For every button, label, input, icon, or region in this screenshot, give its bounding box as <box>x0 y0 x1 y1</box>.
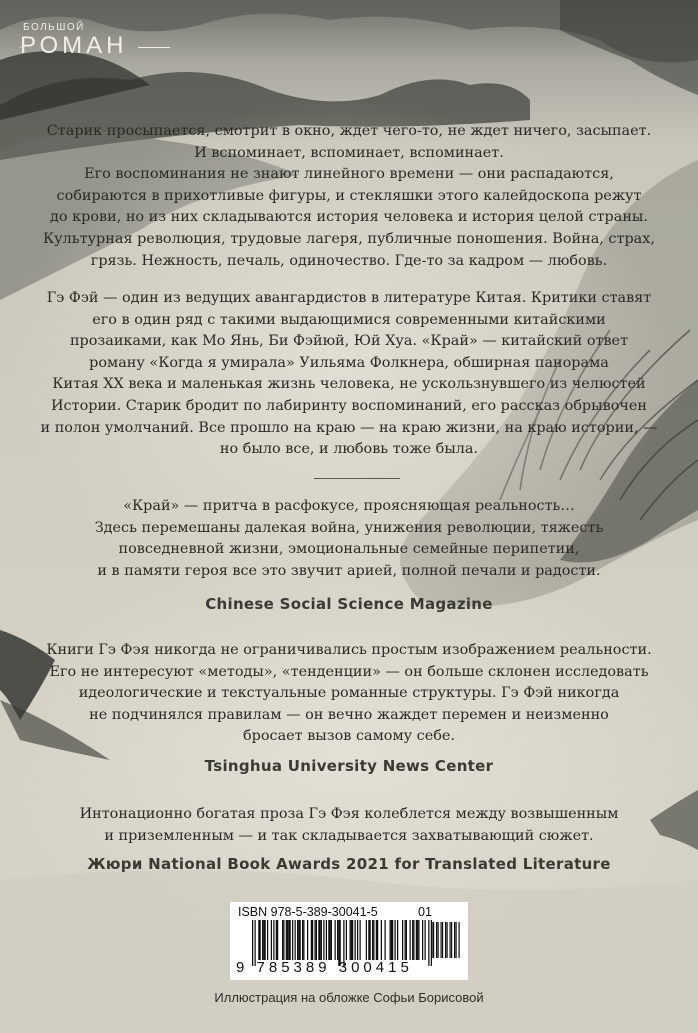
barcode-addon-bar <box>436 922 437 958</box>
barcode-bar <box>326 920 327 960</box>
barcode-bar <box>311 920 312 960</box>
review-quote: Книги Гэ Фэя никогда не ограничивались простым изображением реальности. Его не интересуют «методы», «тенденции» — он больше склонен исследовать идеологические и текстуальные романные структуры. Гэ Фэй никогда не подчинялся правилам — он вечно жаждет перемен и неизменно бросает вызов самому себе. <box>46 642 652 745</box>
barcode-bar <box>412 920 413 960</box>
barcode-bar <box>316 920 317 960</box>
barcode-bar <box>337 920 338 960</box>
review-quote: Интонационно богатая проза Гэ Фэя колеблется между возвышенным и приземленным — и так складывается захватывающий сюжет. <box>79 806 619 844</box>
barcode-addon-bar <box>459 922 460 958</box>
barcode-bar <box>267 920 268 960</box>
barcode-bar <box>360 920 361 960</box>
divider <box>314 478 400 479</box>
isbn-text: ISBN 978-5-389-30041-5 <box>238 905 378 919</box>
barcode-bar <box>321 920 322 960</box>
barcode-bar <box>320 920 321 960</box>
barcode-addon-bar <box>454 922 455 958</box>
barcode-bar <box>413 920 414 960</box>
barcode-bar <box>397 920 398 960</box>
barcode-bar <box>295 920 296 960</box>
barcode-bar <box>357 920 358 960</box>
logo-small-text: БОЛЬШОЙ <box>23 22 85 33</box>
barcode-bar <box>372 920 373 960</box>
barcode-bar <box>303 920 304 960</box>
barcode-bar <box>290 920 291 960</box>
barcode-bar <box>392 920 393 960</box>
barcode-bar <box>351 920 352 960</box>
barcode-bar <box>395 920 396 960</box>
barcode-bar <box>260 920 261 960</box>
annotation-paragraph: Старик просыпается, смотрит в окно, ждет чего-то, не ждет ничего, засыпает. И вспоминает, вспоминает, вспоминает. Его воспоминания не знают линейного времени — они распадаются, собираются в прихотливые фигуры, и стекляшки этого калейдоскопа режут до крови, но из них складываются история человека и история целой страны. Культурная революция, трудовые лагеря, публичные поношения. Война, страх, грязь. Нежность, печаль, одиночество. Где-то за кадром — любовь. <box>43 123 655 269</box>
barcode-bar <box>422 920 423 960</box>
barcode-bar <box>292 920 293 960</box>
review-source: Chinese Social Science Magazine <box>205 595 493 613</box>
barcode-bar <box>283 920 284 960</box>
barcode-bar <box>288 920 289 960</box>
barcode-bar <box>352 920 353 960</box>
barcode-bar <box>385 920 386 960</box>
author-paragraph: Гэ Фэй — один из ведущих авангардистов в литературе Китая. Критики ставят его в один ряд с такими выдающимися современными китайскими прозаиками, как Мо Янь, Би Фэйюй, Юй Хуа. «Край» — китайский ответ роману «Когда я умирала» Уильяма Фолкнера, обширная панорама Китая XX века и маленькая жизнь человека, не ускользнувшего из челюстей Истории. Старик бродит по лабиринту воспоминаний, его рассказ обрывочен и полон умолчаний. Все прошло на краю — на краю жизни, на краю истории, — но было все, и любовь тоже была. <box>40 290 658 458</box>
barcode-bar <box>418 920 419 960</box>
barcode-addon-bar <box>450 922 451 958</box>
barcode-bar <box>307 920 308 960</box>
review-source: Tsinghua University News Center <box>204 757 494 775</box>
barcode-bar <box>406 920 407 960</box>
barcode-bar <box>315 920 316 960</box>
barcode-addon-bar <box>447 922 448 958</box>
barcode-bar <box>271 920 272 960</box>
barcode-bar <box>300 920 301 960</box>
barcode-bar <box>405 920 406 960</box>
barcode-bar <box>273 920 274 960</box>
barcode-bar <box>258 920 259 960</box>
barcode-bar <box>377 920 378 960</box>
barcode-bar <box>416 920 417 960</box>
barcode-bar <box>312 920 313 960</box>
barcode-bar <box>298 920 299 960</box>
barcode-bar <box>330 920 331 960</box>
barcode-bar <box>391 920 392 960</box>
barcode-bar <box>390 920 391 960</box>
barcode-addon-bar <box>456 922 457 958</box>
barcode-bar <box>335 920 336 960</box>
barcode-addon-bar <box>438 922 439 958</box>
barcode-bar <box>276 920 277 960</box>
barcode-bar <box>265 920 266 960</box>
barcode-bar <box>297 920 298 960</box>
barcode-bar <box>323 920 324 960</box>
barcode-bar <box>262 920 263 960</box>
barcode-bar <box>263 920 264 960</box>
isbn-barcode <box>230 902 468 980</box>
barcode-bar <box>366 920 367 960</box>
review-source: Жюри National Book Awards 2021 for Translated Literature <box>87 855 611 873</box>
barcode-bar <box>346 920 347 960</box>
review-quote: «Край» — притча в расфокусе, проясняющая реальность… Здесь перемешаны далекая война, унижения революции, тяжесть повседневной жизни, эмоциональные семейные перипетии, и в памяти героя все это звучит арией, полной печали и радости. <box>94 498 604 579</box>
barcode-bar <box>282 920 283 960</box>
barcode-bar <box>286 920 287 960</box>
barcode-addon-bar <box>442 922 443 958</box>
barcode-addon-bar <box>451 922 452 958</box>
barcode-bar <box>410 920 411 960</box>
logo-big-text: РОМАН <box>20 32 128 59</box>
barcode-bar <box>368 920 369 960</box>
barcode-bar <box>277 920 278 960</box>
barcode-addon-bar <box>445 922 446 958</box>
barcode-bar <box>328 920 329 960</box>
barcode-bar <box>376 920 377 960</box>
barcode-bar <box>402 920 403 960</box>
barcode-bar <box>318 920 319 960</box>
barcode-digits: 9 785389 300415 <box>236 959 413 976</box>
barcode-bar <box>331 920 332 960</box>
barcode-addon-bar <box>441 922 442 958</box>
barcode-bar <box>355 920 356 960</box>
barcode-bar <box>302 920 303 960</box>
illustration-credit: Иллюстрация на обложке Софьи Борисовой <box>214 990 484 1005</box>
barcode-bar <box>425 920 426 960</box>
barcode-bar <box>350 920 351 960</box>
isbn-addon: 01 <box>418 905 432 919</box>
barcode-bar <box>370 920 371 960</box>
barcode-bar <box>428 920 429 966</box>
barcode-bar <box>287 920 288 960</box>
barcode-addon-bar <box>433 922 434 958</box>
barcode-bar <box>417 920 418 960</box>
barcode-addon-bar <box>432 922 433 958</box>
barcode-bar <box>381 920 382 960</box>
barcode-bar <box>373 920 374 960</box>
